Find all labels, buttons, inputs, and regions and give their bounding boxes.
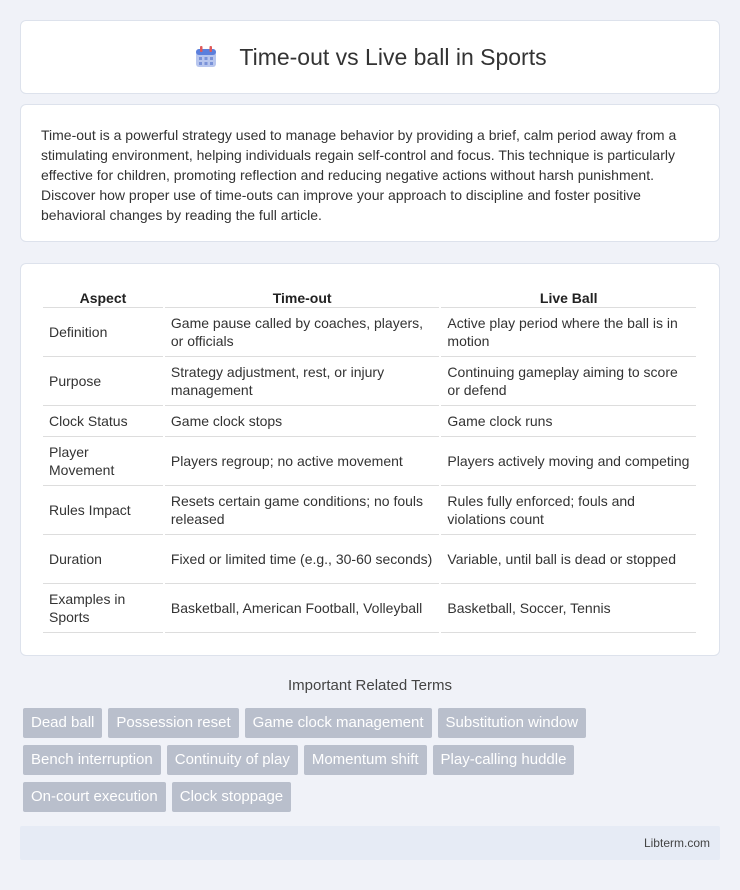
table-cell: Examples in Sports (43, 584, 163, 633)
table-cell: Basketball, Soccer, Tennis (441, 584, 696, 633)
table-cell: Strategy adjustment, rest, or injury management (165, 357, 440, 406)
related-term-tag[interactable]: Possession reset (108, 708, 238, 738)
table-cell: Definition (43, 308, 163, 357)
related-terms-list (23, 708, 723, 819)
table-row (43, 437, 696, 486)
related-term-tag[interactable]: Bench interruption (23, 745, 161, 775)
table-row (43, 584, 696, 633)
table-cell: Rules fully enforced; fouls and violations count (441, 486, 696, 535)
related-term-tag[interactable]: Continuity of play (167, 745, 298, 775)
comparison-table (41, 284, 698, 633)
table-cell: Duration (43, 535, 163, 584)
table-cell: Rules Impact (43, 486, 163, 535)
table-cell: Clock Status (43, 406, 163, 437)
comparison-table-card (20, 263, 720, 656)
table-cell: Variable, until ball is dead or stopped (441, 535, 696, 584)
related-term-tag[interactable]: Clock stoppage (172, 782, 291, 812)
table-row (43, 406, 696, 437)
table-cell: Fixed or limited time (e.g., 30-60 seconds) (165, 535, 440, 584)
table-row (43, 535, 696, 584)
related-term-tag[interactable]: Dead ball (23, 708, 102, 738)
table-cell: Resets certain game conditions; no fouls released (165, 486, 440, 535)
intro-card (20, 104, 720, 242)
related-term-tag[interactable]: Momentum shift (304, 745, 427, 775)
table-cell: Active play period where the ball is in motion (441, 308, 696, 357)
related-term-tag[interactable]: Play-calling huddle (433, 745, 575, 775)
table-row (43, 357, 696, 406)
table-cell: Game clock stops (165, 406, 440, 437)
header-time-out: Time-out (165, 284, 440, 308)
header-aspect: Aspect (43, 284, 163, 308)
header-card (20, 20, 720, 94)
footer-site-link[interactable]: Libterm.com (643, 836, 710, 850)
table-cell: Player Movement (43, 437, 163, 486)
related-term-tag[interactable]: On-court execution (23, 782, 166, 812)
header-live-ball: Live Ball (441, 284, 696, 308)
table-cell: Basketball, American Football, Volleyball (165, 584, 440, 633)
table-row (43, 308, 696, 357)
related-term-tag[interactable]: Substitution window (438, 708, 587, 738)
related-term-tag[interactable]: Game clock management (245, 708, 432, 738)
table-cell: Game pause called by coaches, players, or officials (165, 308, 440, 357)
table-header-row (43, 284, 696, 308)
footer (20, 826, 720, 860)
table-row (43, 486, 696, 535)
table-cell: Game clock runs (441, 406, 696, 437)
page-title: Time-out vs Live ball in Sports (239, 43, 547, 70)
intro-text: Time-out is a powerful strategy used to manage behavior by providing a brief, calm period away from a stimulating environment, helping individuals regain self-control and focus. This technique is particularly effective for children, promoting reflection and reducing negative actions without harsh punishment. Discover how proper use of time-outs can improve your approach to discipline and foster positive behavioral changes by reading the full article. (41, 127, 677, 223)
table-cell: Players regroup; no active movement (165, 437, 440, 486)
table-cell: Continuing gameplay aiming to score or defend (441, 357, 696, 406)
calendar-icon (193, 44, 219, 70)
related-terms-title: Important Related Terms (288, 677, 452, 694)
table-cell: Purpose (43, 357, 163, 406)
table-cell: Players actively moving and competing (441, 437, 696, 486)
